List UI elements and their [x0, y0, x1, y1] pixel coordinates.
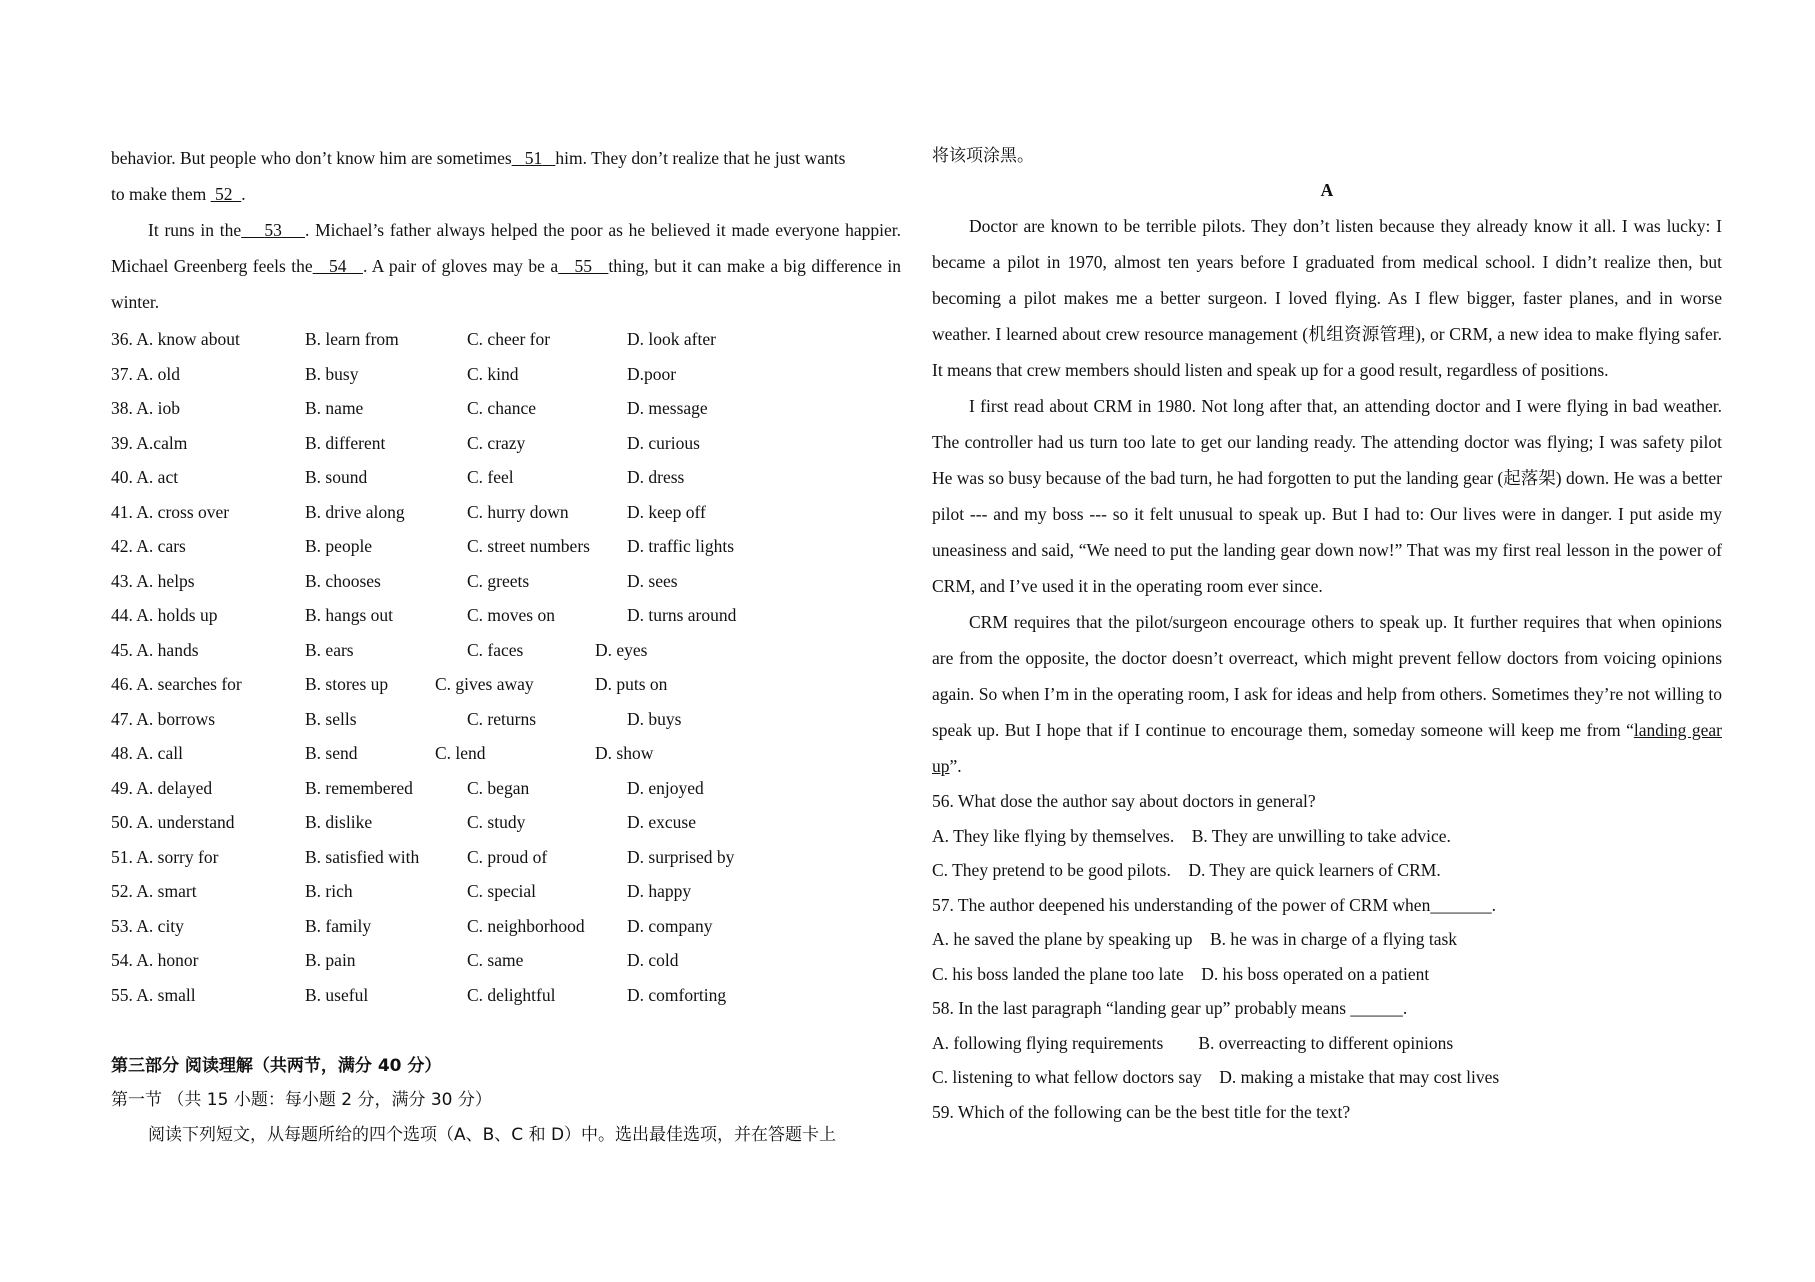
option-choice: B. satisfied with — [305, 846, 420, 867]
option-row — [111, 633, 901, 668]
option-choice: D. message — [627, 398, 708, 418]
passage-line-2 — [111, 176, 901, 212]
passage-text: behavior. But people who don’t know him are sometimes — [111, 148, 512, 168]
option-choice: D. eyes — [595, 639, 648, 660]
option-row — [111, 460, 901, 495]
option-choice: D. dress — [627, 467, 685, 487]
option-choice: D. surprised by — [627, 846, 735, 867]
option-choice: 47. A. borrows — [111, 708, 216, 729]
option-row — [111, 391, 901, 426]
passage-text: to make them — [111, 184, 211, 204]
option-row — [111, 702, 901, 737]
option-choice: B. name — [305, 398, 364, 418]
answer-options: A. he saved the plane by speaking up B. he was in charge of a flying task — [932, 929, 1458, 949]
option-choice: C. street numbers — [467, 536, 590, 556]
answer-options: A. They like flying by themselves. B. They are unwilling to take advice. — [932, 825, 1451, 846]
passage-text: . — [241, 184, 246, 204]
option-row — [111, 978, 901, 1013]
option-choice: D. curious — [627, 432, 700, 453]
option-choice: 37. A. old — [111, 363, 181, 384]
option-choice: 54. A. honor — [111, 950, 199, 970]
option-choice: C. hurry down — [467, 501, 569, 522]
option-choice: D. happy — [627, 881, 692, 901]
option-choice: 43. A. helps — [111, 570, 195, 591]
option-choice: 49. A. delayed — [111, 777, 213, 798]
option-choice: B. remembered — [305, 777, 413, 798]
question-line: 56. What dose the author say about doctors in general? — [932, 791, 1316, 811]
option-choice: B. pain — [305, 950, 356, 970]
option-row — [111, 840, 901, 875]
passage-paragraph-2: I first read about CRM in 1980. Not long after that, an attending doctor and I were flying in bad weather. The controller had us turn too late to get our landing ready. The attending doctor was flying; I was safety pilot He was so busy because of the bad turn, he had forgotten to put the landing gear (起落架) down. He was a better pilot --- and my boss --- so it felt unusual to speak up. But I had to: Our lives were in danger. I put aside my uneasiness and said, “We need to put the landing gear down now!” That was my first real lesson in the power of CRM, and I’ve used it in the operating room ever since. — [932, 396, 1722, 596]
option-choice: B. hangs out — [305, 605, 393, 625]
option-choice: 53. A. city — [111, 915, 184, 936]
option-row — [111, 874, 901, 909]
option-choice: D. cold — [627, 950, 679, 970]
option-choice: C. neighborhood — [467, 915, 585, 936]
instruction-text: 阅读下列短文，从每题所给的四个选项（A、B、C 和 D）中。选出最佳选项，并在答题卡上 — [148, 1125, 837, 1145]
option-choice: 36. A. know about — [111, 329, 240, 349]
option-choice: D. company — [627, 915, 713, 936]
option-choice: D.poor — [627, 363, 677, 384]
option-choice: C. same — [467, 950, 524, 970]
option-choice: C. faces — [467, 639, 524, 660]
option-row — [111, 736, 901, 771]
option-choice: C. cheer for — [467, 329, 551, 349]
option-choice: C. greets — [467, 570, 530, 591]
blank-51: 51 — [524, 148, 543, 168]
passage-line-1 — [111, 140, 901, 176]
section-title: 第三部分 阅读理解（共两节，满分 40 分） — [111, 1056, 442, 1076]
option-choice: C. crazy — [467, 432, 526, 453]
option-choice: C. study — [467, 812, 526, 832]
option-choice: B. drive along — [305, 501, 405, 522]
option-row — [111, 426, 901, 461]
option-choice: D. look after — [627, 329, 716, 349]
option-row — [111, 322, 901, 357]
option-choice: B. sound — [305, 467, 368, 487]
underlined-phrase: landing gear up — [932, 720, 1722, 776]
option-choice: 50. A. understand — [111, 812, 235, 832]
option-row — [111, 667, 901, 702]
option-choice: D. show — [595, 743, 654, 763]
question-line: 59. Which of the following can be the best title for the text? — [932, 1101, 1351, 1122]
option-choice: C. returns — [467, 708, 537, 729]
option-choice: C. delightful — [467, 984, 556, 1005]
option-choice: C. gives away — [435, 674, 534, 694]
option-row — [111, 529, 901, 564]
questions-list — [932, 784, 1722, 1129]
option-choice: B. send — [305, 743, 358, 763]
answer-options: C. listening to what fellow doctors say D. making a mistake that may cost lives — [932, 1067, 1500, 1087]
blank-55: 55 — [574, 256, 593, 276]
option-choice: 40. A. act — [111, 467, 179, 487]
right-column — [932, 140, 1722, 1129]
option-choice: 38. A. iob — [111, 398, 181, 418]
option-choice: D. excuse — [627, 812, 697, 832]
passage-letter: A — [1320, 180, 1334, 200]
option-choice: B. ears — [305, 639, 354, 660]
answer-options: C. They pretend to be good pilots. D. They are quick learners of CRM. — [932, 860, 1441, 880]
option-choice: 45. A. hands — [111, 639, 199, 660]
option-choice: 39. A.calm — [111, 432, 188, 453]
option-row — [111, 909, 901, 944]
option-choice: D. comforting — [627, 984, 727, 1005]
option-choice: 52. A. smart — [111, 881, 197, 901]
blank-52: 52 — [215, 184, 233, 204]
option-choice: 46. A. searches for — [111, 674, 242, 694]
option-row — [111, 357, 901, 392]
option-choice: D. keep off — [627, 501, 706, 522]
option-row — [111, 495, 901, 530]
options-list — [111, 322, 901, 1012]
option-choice: C. began — [467, 777, 530, 798]
option-choice: D. sees — [627, 570, 678, 591]
passage-paragraph-3: CRM requires that the pilot/surgeon encourage others to speak up. It further requires that when opinions are from the opposite, the doctor doesn’t overreact, which might prevent fellow doctors from voicing opinions again. So when I’m in the operating room, I ask for ideas and help from others. Sometimes they’re not willing to speak up. But I hope that if I continue to encourage them, someday someone will keep me from “landing gear up”. — [932, 612, 1722, 776]
question-line: 57. The author deepened his understanding of the power of CRM when_______. — [932, 894, 1496, 915]
option-choice: B. chooses — [305, 570, 381, 591]
passage-text: him. They don’t realize that he just wants — [555, 148, 846, 168]
passage-paragraph-1: Doctor are known to be terrible pilots. They don’t listen because they already know it all. I was lucky: I became a pilot in 1970, almost ten years before I graduated from medical school. I didn’t realize then, but becoming a pilot makes me a better surgeon. I loved flying. As I flew bigger, faster planes, and in worse weather. I learned about crew resource management (机组资源管理), or CRM, a new idea to make flying safer. It means that crew members should listen and speak up for a good result, regardless of positions. — [932, 216, 1722, 380]
option-choice: C. kind — [467, 363, 519, 384]
option-choice: 48. A. call — [111, 743, 183, 763]
blank-54: 54 — [329, 256, 347, 276]
section-subtitle: 第一节 （共 15 小题：每小题 2 分，满分 30 分） — [111, 1090, 492, 1110]
option-choice: B. different — [305, 432, 386, 453]
answer-options: C. his boss landed the plane too late D. his boss operated on a patient — [932, 963, 1430, 984]
question-line: 58. In the last paragraph “landing gear up” probably means ______. — [932, 998, 1408, 1018]
option-choice: C. chance — [467, 398, 536, 418]
option-choice: 51. A. sorry for — [111, 846, 219, 867]
option-choice: D. traffic lights — [627, 536, 735, 556]
answer-options: A. following flying requirements B. overreacting to different opinions — [932, 1032, 1454, 1053]
option-choice: C. moves on — [467, 605, 555, 625]
option-choice: B. dislike — [305, 812, 373, 832]
option-choice: B. useful — [305, 984, 369, 1005]
option-choice: B. busy — [305, 363, 359, 384]
option-choice: C. special — [467, 881, 537, 901]
option-choice: B. sells — [305, 708, 357, 729]
passage-paragraph-2: It runs in the 53 . Michael’s father always helped the poor as he believed it made everyone happier. Michael Greenberg feels the 54 . A pair of gloves may be a 55 thing, but it can make a big difference in winter. — [111, 220, 902, 312]
option-choice: B. rich — [305, 881, 353, 901]
option-choice: C. proud of — [467, 846, 548, 867]
option-choice: D. puts on — [595, 674, 668, 694]
option-choice: 42. A. cars — [111, 536, 186, 556]
blank-53: 53 — [264, 220, 282, 240]
option-choice: D. enjoyed — [627, 777, 704, 798]
option-row — [111, 943, 901, 978]
option-choice: B. stores up — [305, 674, 389, 694]
option-choice: D. buys — [627, 708, 682, 729]
option-choice: 44. A. holds up — [111, 605, 218, 625]
left-column — [111, 140, 901, 1153]
instruction-continued: 将该项涂黑。 — [932, 146, 1034, 166]
option-choice: B. learn from — [305, 329, 399, 349]
option-row — [111, 771, 901, 806]
option-choice: C. feel — [467, 467, 514, 487]
option-choice: 41. A. cross over — [111, 501, 230, 522]
option-row — [111, 598, 901, 633]
option-row — [111, 564, 901, 599]
option-choice: D. turns around — [627, 605, 737, 625]
option-choice: 55. A. small — [111, 984, 196, 1005]
option-choice: C. lend — [435, 743, 486, 763]
option-choice: B. people — [305, 536, 373, 556]
option-choice: B. family — [305, 915, 372, 936]
option-row — [111, 805, 901, 840]
